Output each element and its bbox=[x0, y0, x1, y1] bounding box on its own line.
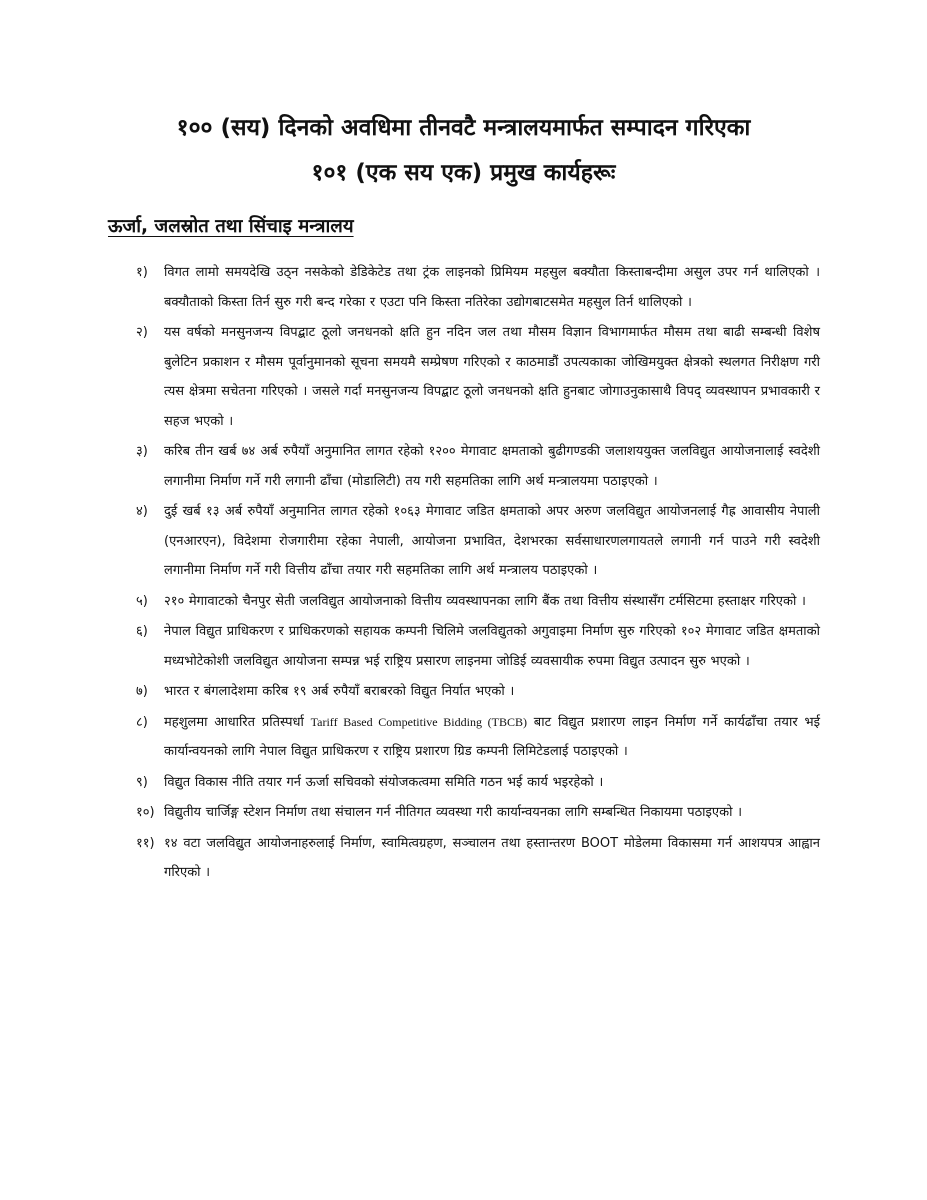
list-item bbox=[136, 617, 820, 676]
item-number: ४) bbox=[136, 504, 148, 519]
page-title-line-2: १०१ (एक सय एक) प्रमुख कार्यहरूः bbox=[311, 160, 616, 186]
item-text: दुई खर्ब १३ अर्ब रुपैयाँ अनुमानित लागत रहेको १०६३ मेगावाट जडित क्षमताको अपर अरुण जलविद्युत आयोजनलाई गैह्र आवासीय नेपाली (एनआरएन), विदेशमा रोजगारीमा रहेका नेपाली, आयोजना प्रभावित, देशभरका सर्वसाधारणलगायतले लगानी गर्न पाउने गरी स्वदेशी लगानीमा निर्माण गर्ने गरी वित्तीय ढाँचा तयार गरी सहमतिका लागि अर्थ मन्त्रालय पठाइएको । bbox=[164, 504, 820, 578]
item-number: २) bbox=[136, 325, 148, 340]
item-text: विद्युत विकास नीति तयार गर्न ऊर्जा सचिवको संयोजकत्वमा समिति गठन भई कार्य भइरहेको । bbox=[164, 774, 604, 790]
item-text bbox=[164, 708, 820, 767]
item-number: १०) bbox=[136, 805, 155, 820]
list-item bbox=[136, 497, 820, 586]
item-text: २१० मेगावाटको चैनपुर सेती जलविद्युत आयोजनाको वित्तीय व्यवस्थापनका लागि बैंक तथा वित्तीय संस्थासँग टर्मसिटमा हस्ताक्षर गरिएको । bbox=[164, 593, 806, 609]
item-number: ९) bbox=[136, 774, 148, 790]
list-item bbox=[136, 708, 820, 767]
item-text: करिब तीन खर्ब ७४ अर्ब रुपैयाँ अनुमानित लागत रहेको १२०० मेगावाट क्षमताको बुढीगण्डकी जलाशययुक्त जलविद्युत आयोजनालाई स्वदेशी लगानीमा निर्माण गर्ने गरी लगानी ढाँचा (मोडालिटी) तय गरी सहमतिका लागि अर्थ मन्त्रालयमा पठाइएको । bbox=[164, 444, 820, 489]
item-number: ३) bbox=[136, 444, 148, 459]
item-text-latin: Tariff Based Competitive Bidding (TBCB) bbox=[310, 714, 527, 729]
list-item bbox=[136, 587, 820, 617]
item-number: १) bbox=[136, 265, 148, 280]
list-item bbox=[136, 829, 820, 888]
list-item bbox=[136, 318, 820, 436]
item-number: ५) bbox=[136, 593, 148, 609]
list-item bbox=[136, 677, 820, 707]
achievements-list bbox=[136, 258, 820, 889]
item-number: ७) bbox=[136, 684, 148, 699]
item-text: विद्युतीय चार्जिङ्ग स्टेशन निर्माण तथा संचालन गर्न नीतिगत व्यवस्था गरी कार्यान्वयनका लागि सम्बन्धित निकायमा पठाइएको । bbox=[164, 805, 742, 820]
section-heading: ऊर्जा, जलस्रोत तथा सिंचाइ मन्त्रालय bbox=[108, 216, 354, 237]
item-number: ६) bbox=[136, 624, 148, 639]
list-item bbox=[136, 437, 820, 496]
item-text: नेपाल विद्युत प्राधिकरण र प्राधिकरणको सहायक कम्पनी चिलिमे जलविद्युतको अगुवाइमा निर्माण सुरु गरिएको १०२ मेगावाट जडित क्षमताको मध्यभोटेकोशी जलविद्युत आयोजना सम्पन्न भई राष्ट्रिय प्रसारण लाइनमा जोडिई व्यवसायीक रुपमा विद्युत उत्पादन सुरु भएको । bbox=[164, 624, 820, 669]
item-text: भारत र बंगलादेशमा करिब १९ अर्ब रुपैयाँ बराबरको विद्युत निर्यात भएको । bbox=[164, 684, 515, 699]
item-text: १४ वटा जलविद्युत आयोजनाहरुलाई निर्माण, स्वामित्वग्रहण, सञ्चालन तथा हस्तान्तरण BOOT मोडेलमा विकासमा गर्न आशयपत्र आह्वान गरिएको । bbox=[164, 835, 820, 880]
item-text: यस वर्षको मनसुनजन्य विपद्बाट ठूलो जनधनको क्षति हुन नदिन जल तथा मौसम विज्ञान विभागमार्फत मौसम तथा बाढी सम्बन्धी विशेष बुलेटिन प्रकाशन र मौसम पूर्वानुमानको सूचना समयमै सम्प्रेषण गरिएको र काठमाडौं उपत्यकाका जोखिमयुक्त क्षेत्रको स्थलगत निरीक्षण गरी त्यस क्षेत्रमा सचेतना गरिएको । जसले गर्दा मनसुनजन्य विपद्बाट ठूलो जनधनको क्षति हुनबाट जोगाउनुकासाथै विपद् व्यवस्थापन प्रभावकारी र सहज भएको । bbox=[164, 325, 820, 429]
item-number: ८) bbox=[136, 714, 148, 730]
item-number: ११) bbox=[136, 835, 155, 851]
list-item bbox=[136, 798, 820, 828]
item-text-part: बाट विद्युत प्रशारण लाइन निर्माण गर्ने कार्यढाँचा तयार भई कार्यान्वयनको लागि नेपाल विद्युत प्राधिकरण र राष्ट्रिय प्रशारण ग्रिड कम्पनी लिमिटेडलाई पठाइएको । bbox=[164, 714, 820, 759]
item-text: विगत लामो समयदेखि उठ्न नसकेको डेडिकेटेड तथा ट्रंक लाइनको प्रिमियम महसुल बक्यौता किस्ताबन्दीमा असुल उपर गर्न थालिएको । बक्यौताको किस्ता तिर्न सुरु गरी बन्द गरेका र एउटा पनि किस्ता नतिरेका उद्योगबाटसमेत महसुल तिर्न थालिएको । bbox=[164, 265, 820, 310]
list-item bbox=[136, 768, 820, 798]
list-item bbox=[136, 258, 820, 317]
item-text-part: महशुलमा आधारित प्रतिस्पर्धा bbox=[164, 714, 311, 730]
page-title-line-1: १०० (सय) दिनको अवधिमा तीनवटै मन्त्रालयमार्फत सम्पादन गरिएका bbox=[176, 115, 751, 141]
